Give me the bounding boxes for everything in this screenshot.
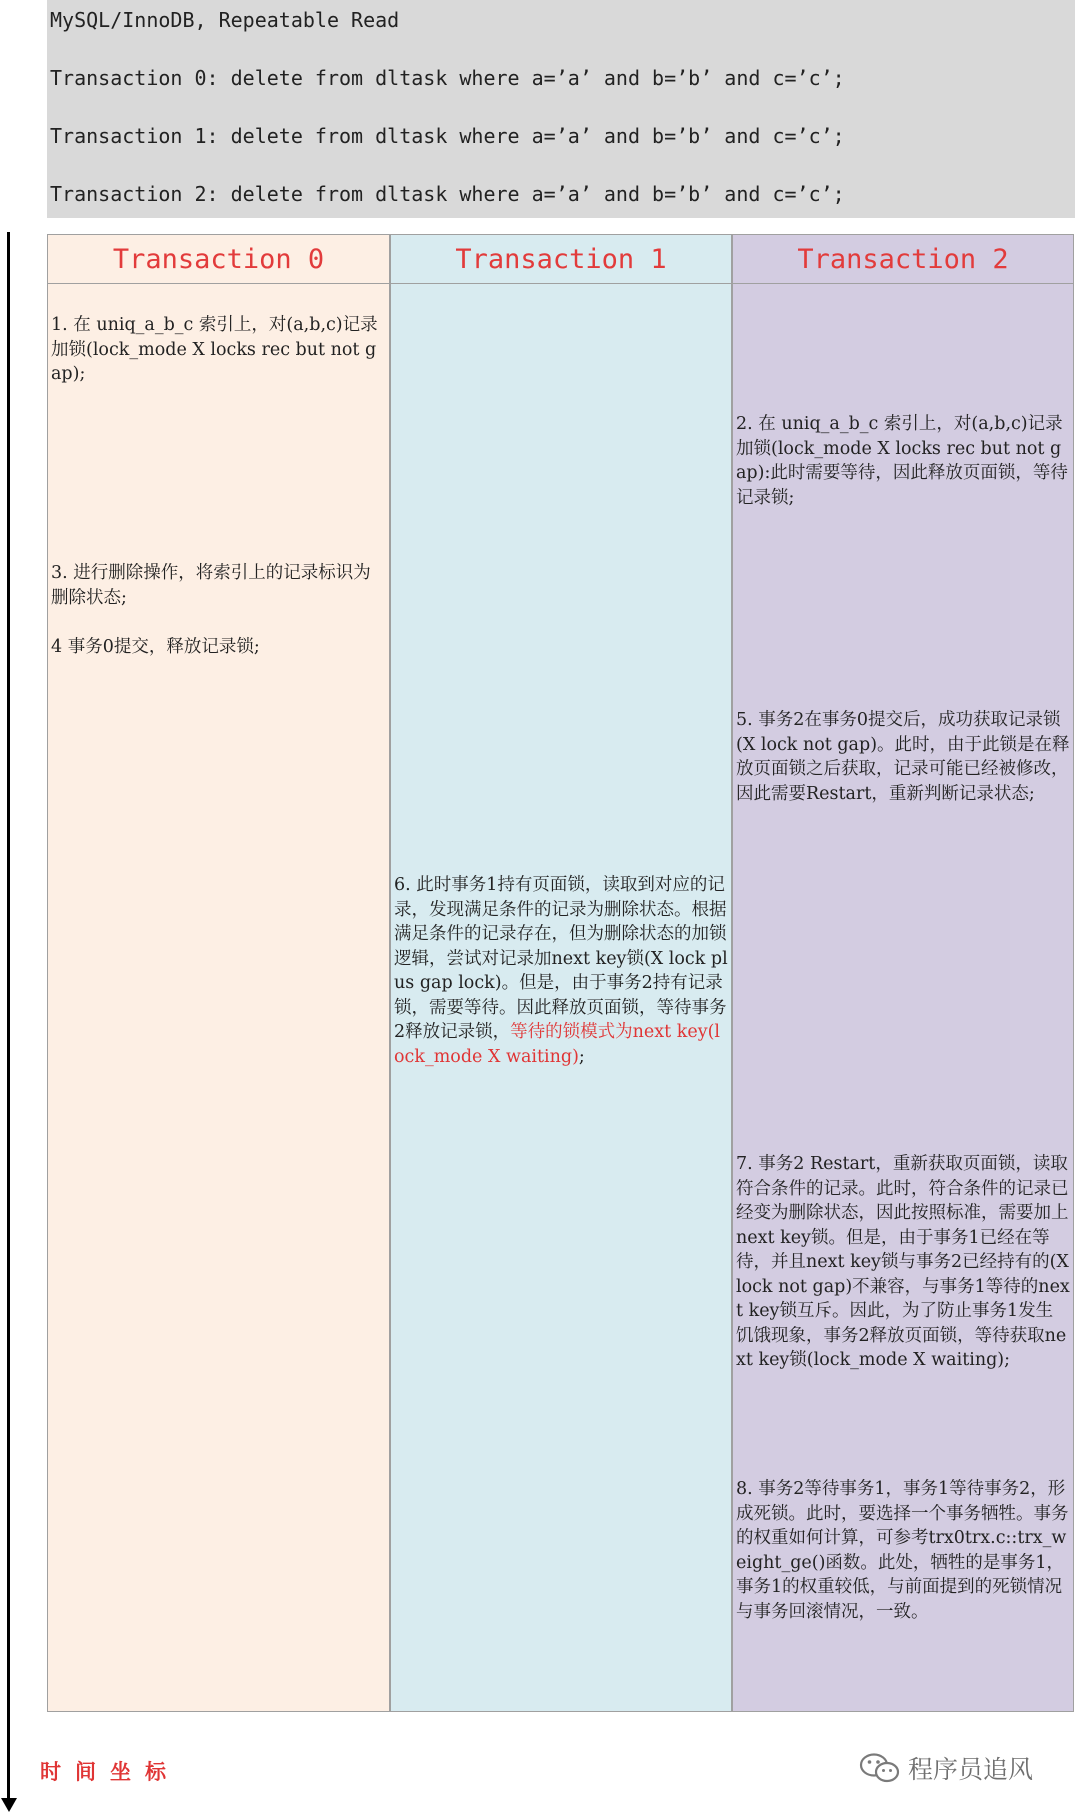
column-transaction-1 bbox=[390, 234, 732, 1712]
wechat-icon bbox=[858, 1751, 902, 1785]
time-axis-arrow-icon bbox=[1, 1798, 17, 1812]
step-6-text: 6. 此时事务1持有页面锁，读取到对应的记录，发现满足条件的记录为删除状态。根据满足条件的记录存在，但为删除状态的加锁逻辑，尝试对记录加next key锁(X lock plus gap lock)。但是，由于事务2持有记录锁，需要等待。因此释放页面锁，等待事务2释放记录锁， bbox=[394, 875, 728, 1042]
step-4: 4 事务0提交，释放记录锁; bbox=[51, 637, 260, 657]
step-5: 5. 事务2在事务0提交后，成功获取记录锁(X lock not gap)。此时，由于此锁是在释放页面锁之后获取，记录可能已经被修改，因此需要Restart，重新判断记录状态; bbox=[736, 710, 1070, 804]
step-7: 7. 事务2 Restart，重新获取页面锁，读取符合条件的记录。此时，符合条件的记录已经变为删除状态，因此按照标准，需要加上next key锁。但是，由于事务1已经在等待，并且next key锁与事务2已经持有的(X lock not gap)不兼容，与事务1等待的next key锁互斥。因此，为了防止事务1发生饥饿现象，事务2释放页面锁，等待获取next key锁(lock_mode X waiting); bbox=[736, 1154, 1070, 1370]
step-1: 1. 在 uniq_a_b_c 索引上，对(a,b,c)记录加锁(lock_mode X locks rec but not gap); bbox=[51, 315, 378, 384]
column-transaction-2 bbox=[732, 234, 1074, 1712]
transaction-1-sql: Transaction 1: delete from dltask where a=’a’ and b=’b’ and c=’c’; bbox=[50, 124, 845, 148]
step-3: 3. 进行删除操作，将索引上的记录标识为删除状态; bbox=[51, 563, 371, 608]
transaction-2-sql: Transaction 2: delete from dltask where a=’a’ and b=’b’ and c=’c’; bbox=[50, 182, 845, 206]
sql-header bbox=[47, 0, 1075, 218]
step-8: 8. 事务2等待事务1，事务1等待事务2，形成死锁。此时，要选择一个事务牺牲。事务的权重如何计算，可参考trx0trx.c::trx_weight_ge()函数。此处，牺牲的是事务1，事务1的权重较低，与前面提到的死锁情况与事务回滚情况，一致。 bbox=[736, 1479, 1069, 1622]
watermark bbox=[858, 1750, 1033, 1786]
time-axis-line bbox=[7, 232, 10, 1802]
column-title-0: Transaction 0 bbox=[48, 235, 389, 284]
column-title-2: Transaction 2 bbox=[733, 235, 1073, 284]
step-6-end: ; bbox=[578, 1046, 585, 1067]
column-title-1: Transaction 1 bbox=[391, 235, 731, 284]
isolation-line: MySQL/InnoDB, Repeatable Read bbox=[50, 8, 400, 32]
watermark-text: 程序员追风 bbox=[908, 1755, 1034, 1784]
step-6 bbox=[394, 873, 728, 1069]
step-2: 2. 在 uniq_a_b_c 索引上，对(a,b,c)记录加锁(lock_mode X locks rec but not gap):此时需要等待，因此释放页面锁，等待记录锁; bbox=[736, 414, 1068, 508]
time-axis-label: 时间坐标 bbox=[40, 1759, 180, 1784]
column-transaction-0 bbox=[47, 234, 390, 1712]
step-6-highlight: 等待的锁模式为next key(lock_mode X waiting) bbox=[394, 1022, 721, 1067]
transaction-0-sql: Transaction 0: delete from dltask where a=’a’ and b=’b’ and c=’c’; bbox=[50, 66, 845, 90]
